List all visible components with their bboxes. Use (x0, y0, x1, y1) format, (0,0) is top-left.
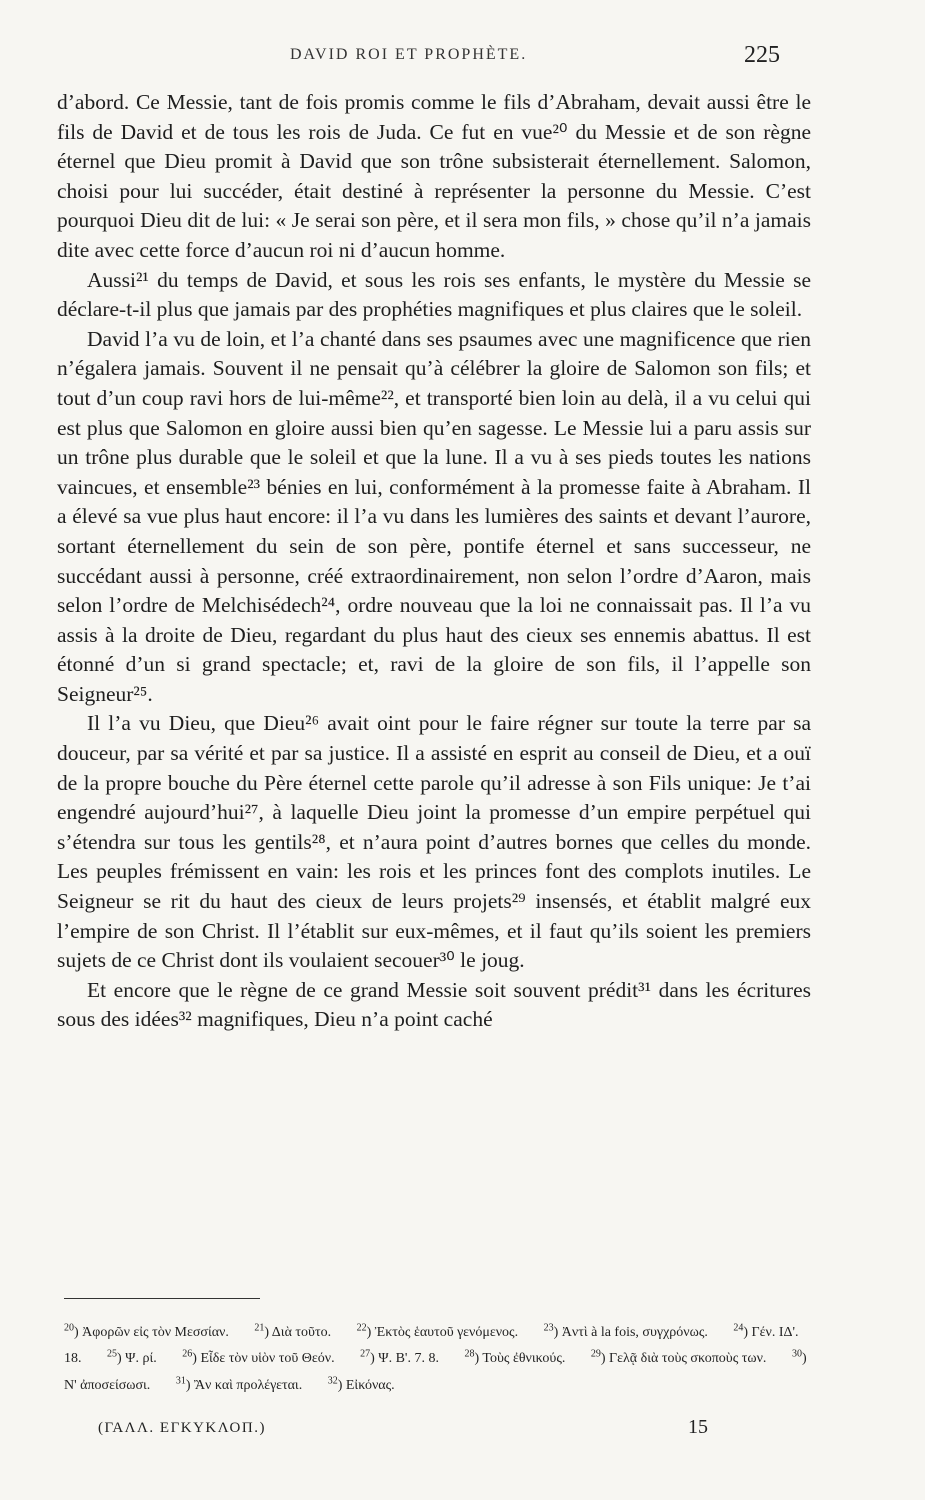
footnote-number: 22 (356, 1322, 367, 1333)
body-text (57, 88, 811, 1035)
paragraph: Et encore que le règne de ce grand Messie soit souvent prédit³¹ dans les écritures sous des idées³² magnifiques, Dieu n’a point caché (57, 977, 811, 1032)
footnote-number: 25 (107, 1348, 117, 1360)
footnote: $^{21}$) Διὰ τοῦτο. (254, 1322, 332, 1340)
footnote-text: Ἀντὶ à la fois, συγχρόνως. (561, 1324, 708, 1340)
signature-mark: 15 (688, 1416, 708, 1438)
paragraph: David l’a vu de loin, et l’a chanté dans ses psaumes avec une magnificence que rien n’égalera jamais. Souvent il ne pensait qu’à célébrer la gloire de Salomon son fils; et tout d’un coup ravi hors de lui-même²², et transporté bien loin au delà, il a vu celui qui est plus que Salomon en gloire aussi bien qu’en sagesse. Le Messie lui a paru assis sur un trône plus durable que le soleil et que la lune. Il a vu à ses pieds toutes les nations vaincues, et ensemble²³ bénies en lui, conformément à la promesse faite à Abraham. Il a élevé sa vue plus haut encore: il l’a vu dans les lumières des saints et devant l’aurore, sortant éternellement du sein de son père, pontife éternel et sans successeur, ne succédant aussi à personne, créé extraordinairement, non selon l’ordre d’Aaron, mais selon l’ordre de Melchisédech²⁴, ordre nouveau que la loi ne connaissait pas. Il l’a vu assis à la droite de Dieu, regardant du plus haut des cieux ses ennemis abattus. Il est étonné d’un si grand spectacle; et, ravi de la gloire de son fils, il l’appelle son Seigneur²⁵. (57, 326, 811, 706)
footnote-number: 26 (182, 1348, 193, 1360)
footnote: $^{23}$) Ἀντὶ à la fois, συγχρόνως. (543, 1322, 708, 1340)
footnote-text: Εἶδε τὸν υἱὸν τοῦ Θεόν. (200, 1351, 335, 1367)
footnote-text: Ἀφορῶν εἰς τὸν Μεσσίαν. (82, 1324, 229, 1340)
footnote-text: Ν' ἀποσείσωσι. (64, 1377, 151, 1393)
footnote-number: 21 (254, 1322, 265, 1333)
footnote-text: Ἂν καὶ προλέγεται. (193, 1377, 303, 1393)
footnote: $^{24}$) Γέν. ΙΔ'. 18. (64, 1322, 799, 1367)
footnote: $^{32}$) Εἰκόνας. (327, 1375, 395, 1393)
footnote-text: Ψ. Β'. 7. 8. (378, 1351, 439, 1367)
footnote: $^{31}$) Ἂν καὶ προλέγεται. (175, 1375, 303, 1393)
footnote: $^{22}$) Ἐκτὸς ἑαυτοῦ γενόμενος. (356, 1322, 519, 1340)
footnote: $^{29}$) Γελᾷ διὰ τοὺς σκοποὺς των. (590, 1348, 767, 1367)
footnote-number: 24 (733, 1322, 744, 1333)
footnote-rule (64, 1298, 260, 1299)
footnote: $^{30}$) Ν' ἀποσείσωσι. (64, 1348, 807, 1393)
footnote-text: Διὰ τοῦτο. (271, 1324, 332, 1340)
paragraph: Il l’a vu Dieu, que Dieu²⁶ avait oint pour le faire régner sur toute la terre par sa douceur, par sa vérité et par sa justice. Il a assisté en esprit au conseil de Dieu, et a ouï de la propre bouche du Père éternel cette parole qu’il adresse à son Fils unique: Je t’ai engendré aujourd’hui²⁷, à laquelle Dieu joint la promesse d’un empire perpétuel qui s’étendra sur tous les gentils²⁸, et n’aura point d’autres bornes que celles du monde. Les peuples frémissent en vain: les rois et les princes font des complots inutiles. Le Seigneur se rit du haut des cieux de leurs projets²⁹ insensés, et établit malgré eux l’empire de son Christ. Il l’établit sur eux-mêmes, et il faut qu’ils soient les premiers sujets de ce Christ dont ils voulaient secouer³⁰ le joug. (57, 711, 811, 973)
footnote-text: Γελᾷ διὰ τοὺς σκοποὺς των. (609, 1351, 767, 1367)
running-title: DAVID ROI ET PROPHÈTE. (290, 46, 528, 63)
footnote-text: Εἰκόνας. (345, 1377, 395, 1393)
footnote-text: Ψ. ρί. (125, 1351, 157, 1367)
footnote: $^{25}$) Ψ. ρί. (107, 1348, 157, 1367)
footnote-number: 31 (175, 1375, 186, 1387)
footnote: $^{20}$) Ἀφορῶν εἰς τὸν Μεσσίαν. (64, 1322, 229, 1340)
footnote-number: 32 (327, 1375, 338, 1387)
footnote: $^{26}$) Εἶδε τὸν υἱὸν τοῦ Θεόν. (182, 1348, 335, 1367)
footnote-number: 30 (791, 1348, 802, 1360)
page-footer (0, 1416, 925, 1450)
running-head (0, 42, 925, 76)
paragraph: d’abord. Ce Messie, tant de fois promis comme le fils d’Abraham, devait aussi être le fils de David et de tous les rois de Juda. Ce fut en vue²⁰ du Messie et de son règne éternel que Dieu promit à David que son trône subsisterait éternellement. Salomon, choisi pour lui succéder, était destiné à représenter la personne du Messie. C’est pourquoi Dieu dit de lui: « Je serai son père, et il sera mon fils, » chose qu’il n’a jamais dite avec cette force d’aucun roi ni d’aucun homme. (57, 90, 811, 262)
footnote-text: Τοὺς ἐθνικούς. (482, 1351, 566, 1367)
footnote-number: 20 (64, 1322, 74, 1333)
page-number: 225 (744, 42, 780, 68)
footnote: $^{28}$) Τοὺς ἐθνικούς. (464, 1348, 566, 1367)
footnote-number: 23 (543, 1322, 554, 1333)
footnote: $^{27}$) Ψ. Β'. 7. 8. (360, 1348, 439, 1367)
footnote-number: 29 (590, 1348, 601, 1360)
paragraph: Aussi²¹ du temps de David, et sous les rois ses enfants, le mystère du Messie se déclare-t-il plus que jamais par des prophéties magnifiques et plus claires que le soleil. (57, 267, 811, 322)
footnote-text: Γέν. ΙΔ'. 18. (64, 1324, 799, 1367)
footnote-number: 27 (360, 1348, 371, 1360)
signature-line: (ΓΑΛΛ. ΕΓΚΥΚΛΟΠ.) (98, 1420, 266, 1436)
footnotes (64, 1317, 816, 1397)
footnote-text: Ἐκτὸς ἑαυτοῦ γενόμενος. (374, 1324, 519, 1340)
footnote-number: 28 (464, 1348, 475, 1360)
